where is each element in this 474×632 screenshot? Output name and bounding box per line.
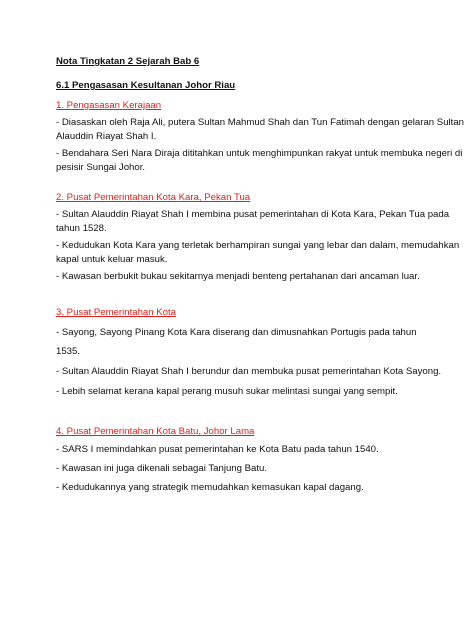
paragraph-line: - Kedudukannya yang strategik memudahkan kemasukan kapal dagang.: [56, 482, 364, 493]
paragraph-line: tahun 1528.: [56, 223, 107, 234]
paragraph-line: - Kawasan berbukit bukau sekitarnya menjadi benteng pertahanan dari ancaman luar.: [56, 271, 420, 282]
paragraph-line: Alauddin Riayat Shah I.: [56, 131, 157, 142]
document-title: Nota Tingkatan 2 Sejarah Bab 6: [56, 56, 200, 67]
paragraph-line: - Sayong, Sayong Pinang Kota Kara diserang dan dimusnahkan Portugis pada tahun: [56, 327, 417, 338]
paragraph-line: - Diasaskan oleh Raja Ali, putera Sultan Mahmud Shah dan Tun Fatimah dengan gelaran Sultan: [56, 117, 464, 128]
section-heading-2: 2. Pusat Pemerintahan Kota Kara, Pekan Tua: [56, 192, 251, 203]
paragraph-line: 1535.: [56, 346, 81, 357]
paragraph-line: - Bendahara Seri Nara Diraja dititahkan untuk menghimpunkan rakyat untuk membuka negeri di: [56, 148, 463, 159]
paragraph-line: - Kedudukan Kota Kara yang terletak berhampiran sungai yang lebar dan dalam, memudahkan: [56, 240, 460, 251]
paragraph-line: - SARS I memindahkan pusat pemerintahan ke Kota Batu pada tahun 1540.: [56, 444, 379, 455]
paragraph-line: - Lebih selamat kerana kapal perang musuh sukar melintasi sungai yang sempit.: [56, 386, 398, 397]
section-heading-1: 1. Pengasasan Kerajaan: [56, 100, 162, 111]
paragraph-line: kapal untuk keluar masuk.: [56, 254, 168, 265]
paragraph-line: - Kawasan ini juga dikenali sebagai Tanjung Batu.: [56, 463, 268, 474]
section-heading-3: 3. Pusat Pemerintahan Kota: [56, 307, 176, 318]
paragraph-line: pesisir Sungai Johor.: [56, 162, 146, 173]
section-heading-4: 4. Pusat Pemerintahan Kota Batu, Johor Lama: [56, 426, 255, 437]
paragraph-line: - Sultan Alauddin Riayat Shah I membina pusat pemerintahan di Kota Kara, Pekan Tua pada: [56, 209, 450, 220]
document-subtitle: 6.1 Pengasasan Kesultanan Johor Riau: [56, 80, 236, 91]
paragraph-line: - Sultan Alauddin Riayat Shah I berundur dan membuka pusat pemerintahan Kota Sayong.: [56, 366, 442, 377]
